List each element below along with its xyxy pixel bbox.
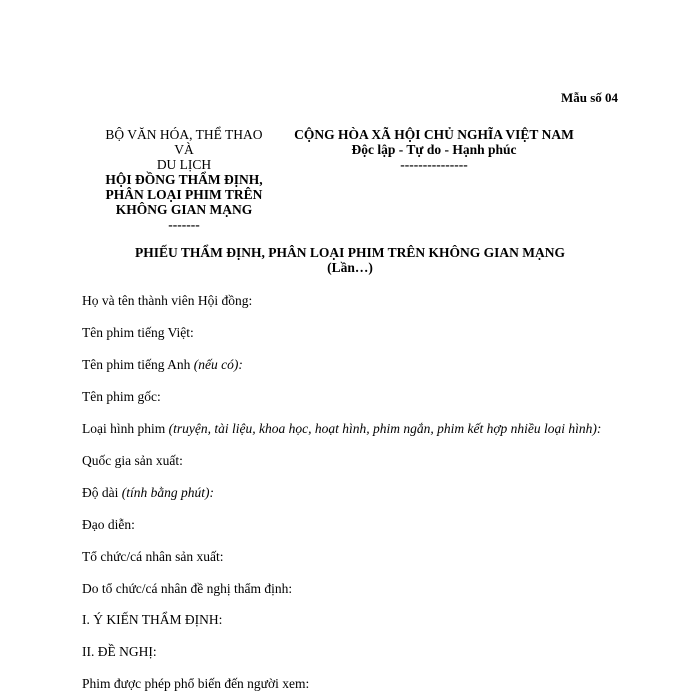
field-label: Do tổ chức/cá nhân đề nghị thẩm định: bbox=[82, 581, 293, 596]
section-opinion: I. Ý KIẾN THẨM ĐỊNH: bbox=[82, 612, 223, 627]
field-producer bbox=[82, 549, 224, 565]
form-number: Mẫu số 04 bbox=[560, 90, 618, 105]
national-header bbox=[268, 127, 600, 172]
field-director bbox=[82, 517, 135, 533]
field-note: (nếu có): bbox=[193, 357, 243, 372]
ministry-name-line2: VÀ bbox=[174, 142, 194, 157]
field-english-title bbox=[82, 357, 243, 373]
country-name: CỘNG HÒA XÃ HỘI CHỦ NGHĨA VIỆT NAM bbox=[294, 127, 574, 142]
council-name-line3: KHÔNG GIAN MẠNG bbox=[115, 202, 253, 217]
permission-line: Phim được phép phổ biến đến người xem: bbox=[82, 676, 310, 691]
field-film-type bbox=[82, 421, 601, 437]
field-label: Đạo diễn: bbox=[82, 517, 135, 532]
field-label: Quốc gia sản xuất: bbox=[82, 453, 183, 468]
field-duration bbox=[82, 485, 214, 501]
council-name-line2: PHÂN LOẠI PHIM TRÊN bbox=[105, 187, 263, 202]
field-original-title bbox=[82, 389, 161, 405]
left-separator: ------- bbox=[168, 217, 200, 232]
field-production-country bbox=[82, 453, 183, 469]
right-separator: --------------- bbox=[400, 157, 468, 172]
field-label: Tổ chức/cá nhân sản xuất: bbox=[82, 549, 224, 564]
field-note: (truyện, tài liệu, khoa học, hoạt hình, phim ngắn, phim kết hợp nhiều loại hình): bbox=[168, 421, 602, 436]
field-vietnamese-title bbox=[82, 325, 194, 341]
field-label: Tên phim tiếng Việt: bbox=[82, 325, 194, 340]
ministry-name-line1: BỘ VĂN HÓA, THỂ THAO bbox=[105, 127, 263, 142]
title-line2: (Lần…) bbox=[327, 260, 373, 275]
ministry-name-line3: DU LỊCH bbox=[156, 157, 212, 172]
field-label: Họ và tên thành viên Hội đồng: bbox=[82, 293, 253, 308]
field-member-name bbox=[82, 293, 252, 309]
document-title bbox=[0, 245, 700, 275]
title-line1: PHIẾU THẨM ĐỊNH, PHÂN LOẠI PHIM TRÊN KHÔNG GIAN MẠNG bbox=[134, 245, 566, 260]
national-motto: Độc lập - Tự do - Hạnh phúc bbox=[351, 142, 517, 157]
field-label: Loại hình phim bbox=[82, 421, 169, 436]
council-name-line1: HỘI ĐỒNG THẨM ĐỊNH, bbox=[105, 172, 263, 187]
field-note: (tính bằng phút): bbox=[121, 485, 214, 500]
section-proposal: II. ĐỀ NGHỊ: bbox=[82, 644, 157, 659]
field-label: Độ dài bbox=[82, 485, 122, 500]
field-label: Tên phim gốc: bbox=[82, 389, 161, 404]
field-label: Tên phim tiếng Anh bbox=[82, 357, 194, 372]
field-requester bbox=[82, 581, 292, 597]
